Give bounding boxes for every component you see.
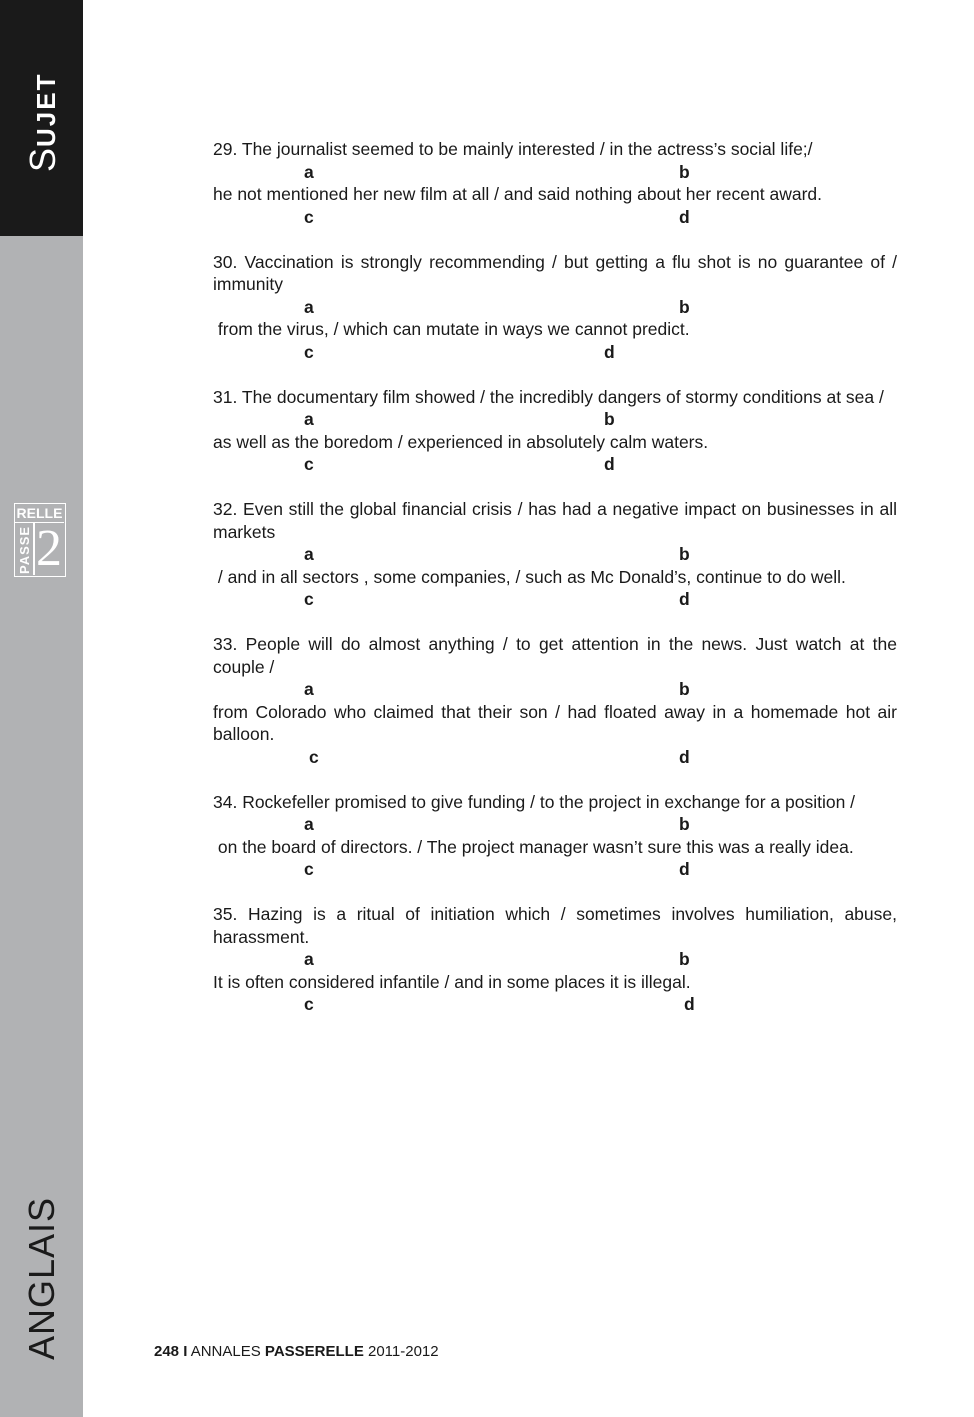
segment-letter-d: d xyxy=(679,206,690,227)
segment-letters xyxy=(213,858,897,881)
segment-letter-d: d xyxy=(679,589,690,609)
question-text: 30. Vaccination is strongly recommending / but getting a flu shot is no guarantee of / immunity xyxy=(213,251,902,294)
subject-label: ANGLAIS xyxy=(21,1196,62,1360)
segment-letters xyxy=(213,588,897,611)
question-text: 33. People will do almost anything / to get attention in the news. Just watch at the couple / xyxy=(213,634,902,677)
segment-letters xyxy=(213,678,897,701)
question-text: from Colorado who claimed that their son / had floated away in a homemade hot air balloon. xyxy=(213,701,902,744)
footer-year: 2011-2012 xyxy=(368,1343,439,1360)
segment-letter-c: c xyxy=(304,589,314,609)
segment-letters xyxy=(213,813,897,836)
page-footer xyxy=(154,1343,439,1360)
logo-relle-text: RELLE xyxy=(16,505,63,521)
segment-letter-c: c xyxy=(304,341,314,362)
segment-letter-d: d xyxy=(604,341,615,362)
segment-letter-b: b xyxy=(604,409,615,429)
segment-letter-d: d xyxy=(679,859,690,879)
segment-letter-b: b xyxy=(679,949,690,969)
segment-letter-c: c xyxy=(304,454,314,474)
question-text: It is often considered infantile / and in some places it is illegal. xyxy=(213,971,691,992)
question-text: 31. The documentary film showed / the incredibly dangers of stormy conditions at sea / xyxy=(213,386,884,407)
footer-separator: I xyxy=(183,1343,188,1360)
segment-letter-a: a xyxy=(304,949,314,969)
segment-letter-c: c xyxy=(304,859,314,879)
segment-letters xyxy=(213,161,897,184)
segment-letters xyxy=(213,206,897,229)
question-text: 35. Hazing is a ritual of initiation which / sometimes involves humiliation, abuse, harassment. xyxy=(213,904,902,947)
logo-number: 2 xyxy=(36,520,62,577)
question-text: 34. Rockefeller promised to give funding / to the project in exchange for a position / xyxy=(213,791,856,812)
sidebar xyxy=(0,0,83,1417)
question-text: as well as the boredom / experienced in absolutely calm waters. xyxy=(213,431,709,452)
question-text: on the board of directors. / The project manager wasn’t sure this was a really idea. xyxy=(213,836,854,857)
question-text: / and in all sectors , some companies, / such as Mc Donald’s, continue to do well. xyxy=(213,566,846,587)
segment-letter-a: a xyxy=(304,409,314,429)
section-initial: S xyxy=(22,146,63,172)
footer-annales: ANNALES xyxy=(190,1343,261,1360)
question-item xyxy=(213,498,902,611)
segment-letter-d: d xyxy=(679,746,690,767)
footer-brand: PASSERELLE xyxy=(264,1343,364,1360)
segment-letter-b: b xyxy=(679,814,690,834)
segment-letter-d: d xyxy=(684,994,695,1014)
segment-letter-a: a xyxy=(304,296,314,317)
segment-letters xyxy=(213,746,897,769)
question-item xyxy=(213,633,902,768)
segment-letter-b: b xyxy=(679,296,690,317)
question-item xyxy=(213,386,897,476)
segment-letters xyxy=(213,408,897,431)
section-rest: UJET xyxy=(31,72,61,147)
segment-letter-c: c xyxy=(304,206,314,227)
segment-letters xyxy=(213,341,897,364)
segment-letters xyxy=(213,948,897,971)
segment-letter-b: b xyxy=(679,544,690,564)
segment-letter-c: c xyxy=(309,746,319,767)
question-item xyxy=(213,903,902,1016)
segment-letter-a: a xyxy=(304,544,314,564)
segment-letters xyxy=(213,543,897,566)
segment-letter-a: a xyxy=(304,679,314,699)
question-text: 29. The journalist seemed to be mainly interested / in the actress’s social life;/ xyxy=(213,139,813,159)
segment-letter-a: a xyxy=(304,814,314,834)
segment-letters xyxy=(213,296,897,319)
segment-letter-c: c xyxy=(304,994,314,1014)
question-item xyxy=(213,791,897,881)
question-text: from the virus, / which can mutate in ways we cannot predict. xyxy=(213,319,690,339)
passerelle-2-logo xyxy=(14,503,66,577)
segment-letters xyxy=(213,993,897,1016)
question-text: he not mentioned her new film at all / and said nothing about her recent award. xyxy=(213,184,822,204)
page-number: 248 xyxy=(154,1343,180,1360)
segment-letter-d: d xyxy=(604,454,615,474)
question-item xyxy=(213,138,897,228)
question-text: 32. Even still the global financial crisis / has had a negative impact on businesses in all markets xyxy=(213,499,902,542)
exercise-content xyxy=(213,138,902,1038)
question-item xyxy=(213,251,902,364)
logo-passe-text: PASSE xyxy=(17,525,32,574)
segment-letters xyxy=(213,453,897,476)
segment-letter-b: b xyxy=(679,161,690,182)
section-label xyxy=(22,73,64,172)
segment-letter-a: a xyxy=(304,161,314,182)
segment-letter-b: b xyxy=(679,679,690,699)
